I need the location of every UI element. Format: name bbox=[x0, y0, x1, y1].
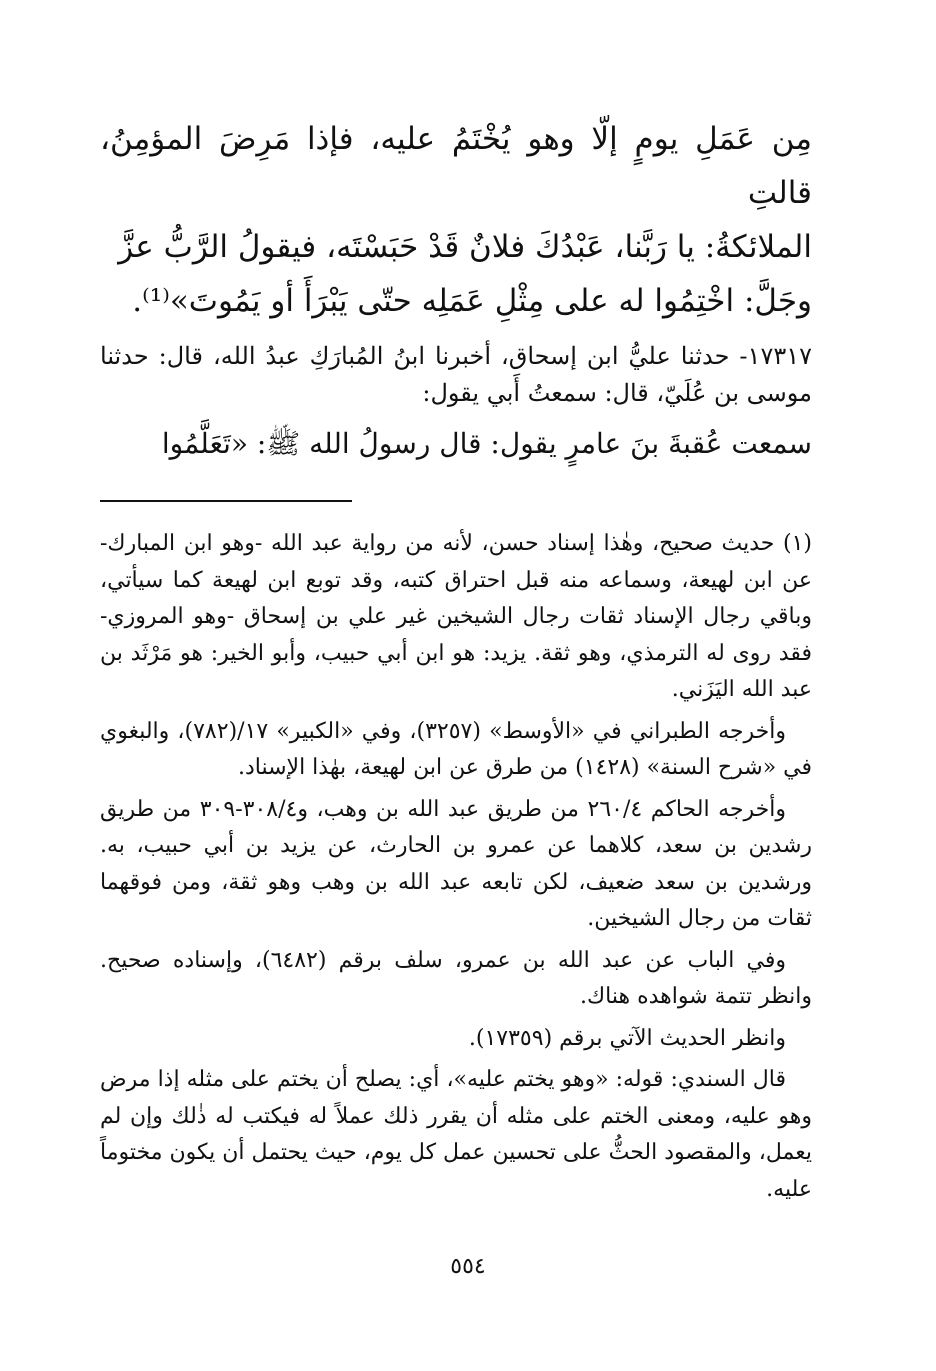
footnote-paragraph: وأخرجه الحاكم ٢٦٠/٤ من طريق عبد الله بن وهب، و٣٠٨/٤-٣٠٩ من طريق رشدين بن سعد، كلاهما عن عمرو بن الحارث، عن يزيد بن أبي حبيب، به. ورشدين بن سعد ضعيف، لكن تابعه عبد الله بن وهب وهو ثقة، ومن فوقهما ثقات من رجال الشيخين. bbox=[100, 796, 812, 931]
page-body bbox=[100, 112, 812, 1208]
footnote-divider bbox=[100, 500, 352, 502]
footnote-paragraph: وانظر الحديث الآتي برقم (١٧٣٥٩). bbox=[468, 1025, 786, 1051]
footnote-paragraph: وفي الباب عن عبد الله بن عمرو، سلف برقم (٦٤٨٢)، وإسناده صحيح. وانظر تتمة شواهده هناك. bbox=[100, 947, 812, 1009]
main-text-line: الملائكةُ: يا رَبَّنا، عَبْدُكَ فلانٌ قَدْ حَبَسْتَه، فيقولُ الرَّبُّ عزَّ bbox=[118, 229, 812, 265]
main-text-line: مِن عَمَلِ يومٍ إلّا وهو يُخْتَمُ عليه، فإذا مَرِضَ المؤمِنُ، قالتِ bbox=[100, 121, 812, 211]
footnote-paragraph: وأخرجه الطبراني في «الأوسط» (٣٢٥٧)، وفي «الكبير» ١٧/(٧٨٢)، والبغوي في «شرح السنة» (١٤٢٨) من طرق عن ابن لهيعة، بهٰذا الإسناد. bbox=[100, 718, 812, 780]
main-text-line: وجَلَّ: اخْتِمُوا له على مِثْلِ عَمَلِه حتّى يَبْرَأَ أو يَمُوتَ»⁽¹⁾. bbox=[132, 283, 812, 319]
footnote-paragraph: قال السندي: قوله: «وهو يختم عليه»، أي: يصلح أن يختم على مثله إذا مرض وهو عليه، ومعنى الختم على مثله أن يقرر ذلك عملاً له فيكتب له ذٰلك وإن لم يعمل، والمقصود الحثُّ على تحسين عمل كل يوم، حيث يحتمل أن يكون مختوماً عليه. bbox=[100, 1067, 812, 1202]
page-number: ٥٥٤ bbox=[450, 1254, 486, 1279]
hadith-chain: ١٧٣١٧- حدثنا عليُّ ابن إسحاق، أخبرنا ابنُ المُبارَكِ عبدُ الله، قال: حدثنا موسى بن عُلَيّ، قال: سمعتُ أَبي يقول: bbox=[100, 342, 812, 407]
footnote-1: (١) حديث صحيح، وهٰذا إسناد حسن، لأنه من رواية عبد الله -وهو ابن المبارك- عن ابن لهيعة، وسماعه منه قبل احتراق كتبه، وقد توبع ابن لهيعة كما سيأتي، وباقي رجال الإسناد ثقات رجال الشيخين غير علي بن إسحاق -وهو المروزي- فقد روى له الترمذي، وهو ثقة. يزيد: هو ابن أبي حبيب، وأبو الخير: هو مَرْثَد بن عبد الله اليَزَني. bbox=[100, 531, 812, 702]
hadith-text: سمعت عُقبةَ بنَ عامرٍ يقول: قال رسولُ الله ﷺ: «تَعَلَّمُوا bbox=[161, 427, 812, 460]
